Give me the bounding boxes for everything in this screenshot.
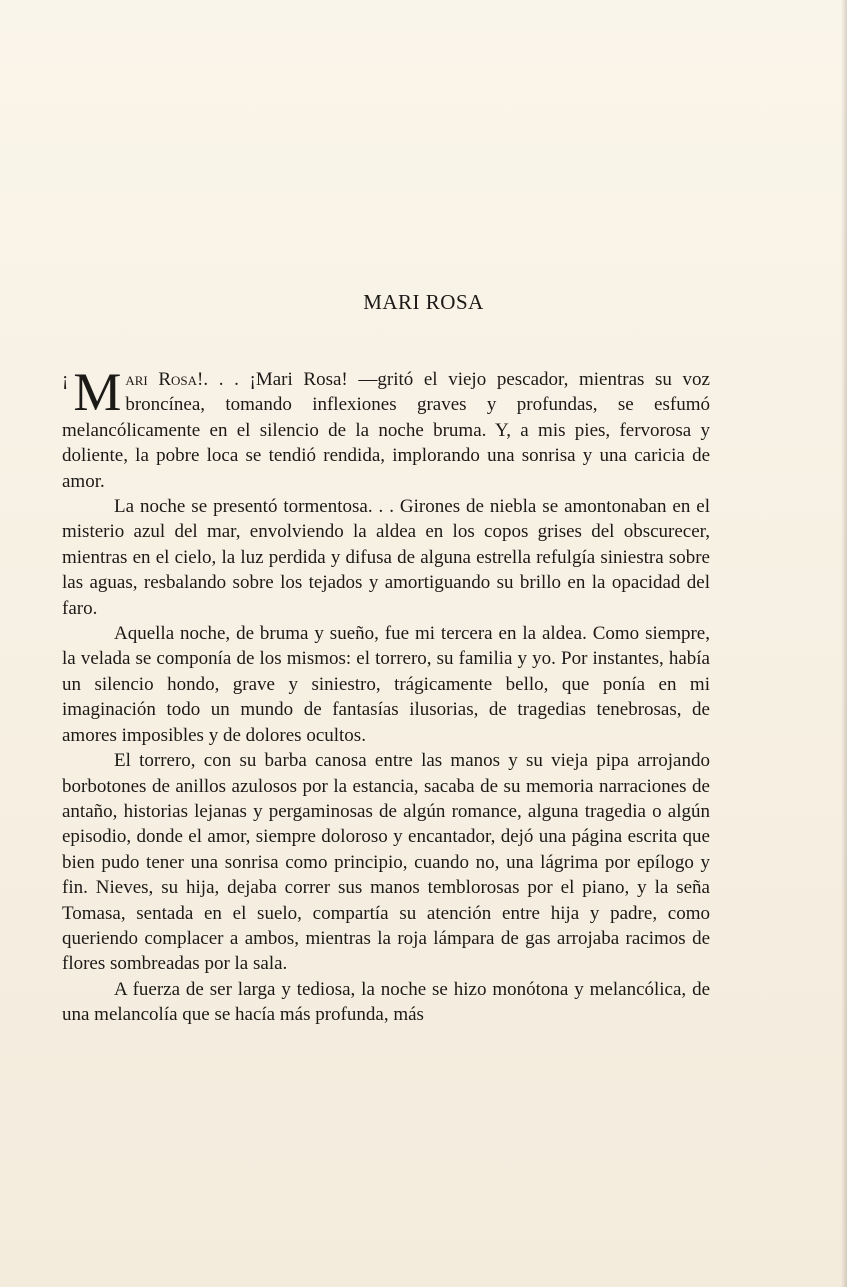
body-text: [62, 362, 710, 1028]
paragraph-2: La noche se presentó tormentosa. . . Girones de niebla se amontonaban en el misterio azul del mar, envolviendo la aldea en los copos grises del obscurecer, mientras en el cielo, la luz perdida y difusa de alguna estrella refulgía siniestra sobre las aguas, resbalando sobre los tejados y amortiguando su brillo en la opacidad del faro.: [62, 496, 710, 619]
drop-cap: M: [73, 362, 122, 422]
paragraph-3: Aquella noche, de bruma y sueño, fue mi tercera en la aldea. Como siempre, la velada se componía de los mismos: el torrero, su familia y yo. Por instantes, había un silencio hondo, grave y siniestro, trágicamente bello, que ponía en mi imaginación todo un mundo de fantasías ilusorias, de tragedias tenebrosas, de amores imposibles y de dolores ocultos.: [62, 623, 710, 746]
opening-text: !. . . ¡Mari Rosa! —gritó el viejo pescador, mientras su voz broncínea, tomando inflexiones graves y profundas, se esfumó melancólicamente en el silencio de la noche bruma. Y, a mis pies, fervorosa y doliente, la pobre loca se tendió rendida, implorando una sonrisa y una caricia de amor.: [62, 369, 710, 492]
paragraph-5: A fuerza de ser larga y tediosa, la noche se hizo monótona y melancólica, de una melancolía que se hacía más profunda, más: [62, 978, 710, 1026]
page-edge: [841, 0, 847, 1287]
paragraph-4: El torrero, con su barba canosa entre las manos y su vieja pipa arrojando borbotones de anillos azulosos por la estancia, sacaba de su memoria narraciones de antaño, historias lejanas y pergaminosas de algún romance, alguna tragedia o algún episodio, donde el amor, siempre doloroso y encantador, dejó una página escrita que bien pudo tener una sonrisa como principio, cuando no, una lágrima por epílogo y fin. Nieves, su hija, dejaba correr sus manos temblorosas por el piano, y la seña Tomasa, sentada en el suelo, compartía su atención entre hija y padre, como queriendo complacer a ambos, mientras la roja lámpara de gas arrojaba racimos de flores sombreadas por la sala.: [62, 750, 710, 975]
opening-exclamation: ¡: [62, 369, 69, 390]
chapter-title: MARI ROSA: [363, 290, 484, 314]
opening-paragraph: [62, 362, 710, 494]
opening-small-caps: ari Rosa: [125, 369, 198, 390]
